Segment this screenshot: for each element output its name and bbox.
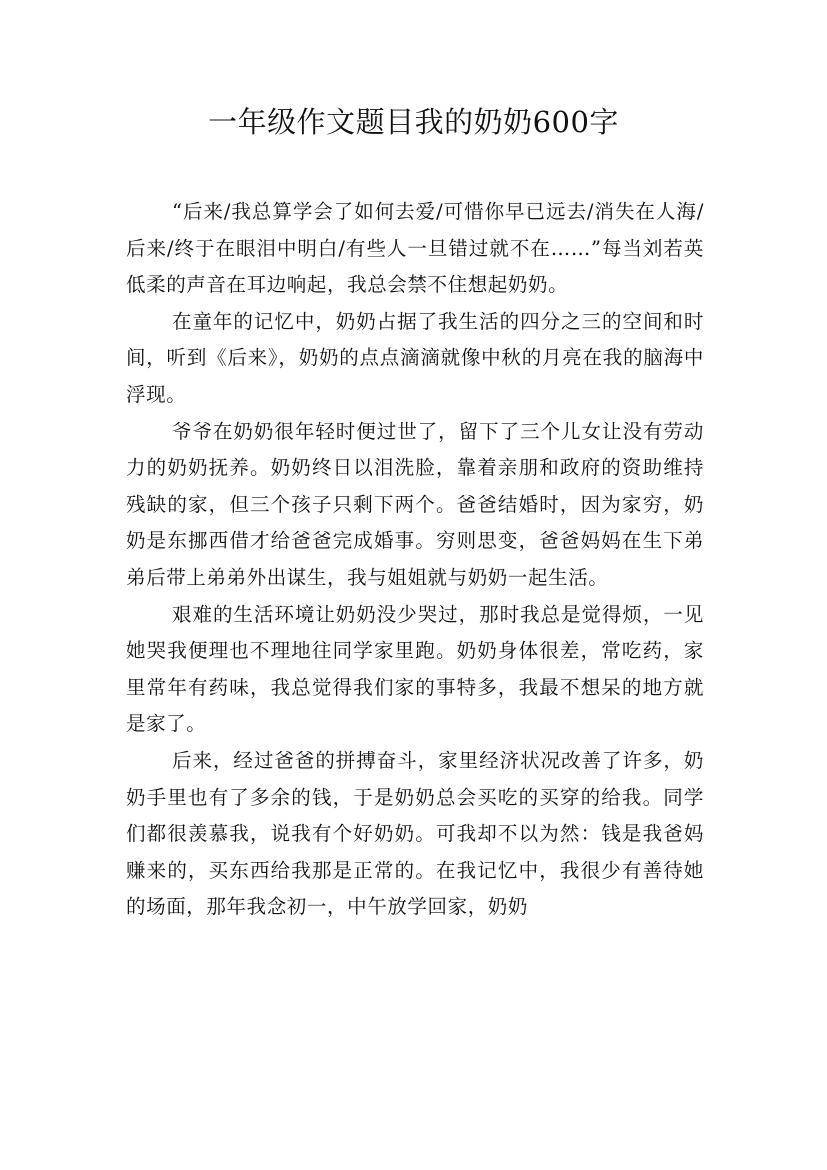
document-body <box>126 194 704 926</box>
paragraph-4: 艰难的生活环境让奶奶没少哭过，那时我总是觉得烦，一见她哭我便理也不理地往同学家里跑。奶奶身体很差，常吃药，家里常年有药味，我总觉得我们家的事特多，我最不想呆的地方就是家了。 <box>126 602 704 736</box>
paragraph-2: 在童年的记忆中，奶奶占据了我生活的四分之三的空间和时间，听到《后来》，奶奶的点点滴滴就像中秋的月亮在我的脑海中浮现。 <box>126 309 704 406</box>
document-title: 一年级作文题目我的奶奶600字 <box>208 105 619 139</box>
paragraph-3: 爷爷在奶奶很年轻时便过世了，留下了三个儿女让没有劳动力的奶奶抚养。奶奶终日以泪洗脸，靠着亲朋和政府的资助维持残缺的家，但三个孩子只剩下两个。爸爸结婚时，因为家穷，奶奶是东挪西借才给爸爸完成婚事。穷则思变，爸爸妈妈在生下弟弟后带上弟弟外出谋生，我与姐姐就与奶奶一起生活。 <box>126 419 704 589</box>
paragraph-5: 后来，经过爸爸的拼搏奋斗，家里经济状况改善了许多，奶奶手里也有了多余的钱，于是奶奶总会买吃的买穿的给我。同学们都很羡慕我，说我有个好奶奶。可我却不以为然：钱是我爸妈赚来的，买东西给我那是正常的。在我记忆中，我很少有善待她的场面，那年我念初一，中午放学回家，奶奶 <box>126 748 704 919</box>
paragraph-1: “后来/我总算学会了如何去爱/可惜你早已远去/消失在人海/后来/终于在眼泪中明白/有些人一旦错过就不在……”每当刘若英低柔的声音在耳边响起，我总会禁不住想起奶奶。 <box>126 200 704 297</box>
